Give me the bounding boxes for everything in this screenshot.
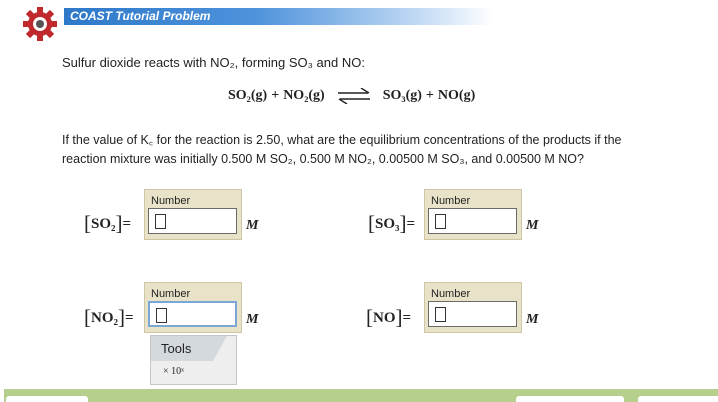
times-ten-button[interactable]: × 10ˣ	[163, 366, 185, 377]
answer-panel-no2	[144, 282, 242, 333]
problem-intro: Sulfur dioxide reacts with NO₂, forming SO₃ and NO:	[62, 55, 365, 70]
page-title: COAST Tutorial Problem	[70, 9, 211, 23]
tools-tab[interactable]	[151, 336, 213, 361]
concentration-label-so2: [SO₂]=	[84, 211, 132, 235]
text-cursor	[155, 214, 166, 229]
number-label: Number	[431, 288, 471, 300]
number-label: Number	[151, 195, 191, 207]
text-cursor	[435, 214, 446, 229]
species-label: NO	[373, 310, 396, 326]
concentration-label-no2: [NO₂]=	[84, 305, 134, 329]
unit-label: M	[526, 312, 539, 327]
gear-icon	[22, 6, 58, 42]
answer-panel-so2	[144, 189, 242, 240]
footer-tab-far-right[interactable]	[638, 396, 718, 402]
equilibrium-arrows-icon	[337, 88, 371, 104]
no2-number-input[interactable]	[148, 301, 237, 327]
no-number-input[interactable]	[428, 301, 517, 327]
concentration-label-no: [NO]=	[366, 305, 412, 329]
problem-question: If the value of K꜀ for the reaction is 2.50, what are the equilibrium concentrations of the products if the reaction mixture was initially 0.500 M SO₂, 0.500 M NO₂, 0.00500 M SO₃, and 0.00500 M NO?	[62, 133, 622, 166]
text-cursor	[156, 308, 167, 323]
text-cursor	[435, 307, 446, 322]
equation-reactant-so2: SO₂(g)	[228, 88, 268, 103]
unit-label: M	[526, 218, 539, 233]
so3-number-input[interactable]	[428, 208, 517, 234]
species-label: SO₂	[91, 216, 116, 232]
footer-tab-right[interactable]	[516, 396, 624, 402]
chemical-equation	[228, 88, 475, 104]
species-label: SO₃	[375, 216, 400, 232]
unit-label: M	[246, 312, 259, 327]
answer-panel-so3	[424, 189, 522, 240]
equation-plus: +	[425, 88, 434, 103]
footer-tab-left[interactable]	[6, 396, 88, 402]
equation-product-no: NO(g)	[437, 88, 476, 103]
tools-popup	[150, 335, 237, 385]
concentration-label-so3: [SO₃]=	[368, 211, 416, 235]
equation-reactant-no2: NO₂(g)	[283, 88, 325, 103]
unit-label: M	[246, 218, 259, 233]
number-label: Number	[431, 195, 471, 207]
answer-panel-no	[424, 282, 522, 333]
number-label: Number	[151, 288, 191, 300]
so2-number-input[interactable]	[148, 208, 237, 234]
equation-product-so3: SO₃(g)	[382, 88, 422, 103]
tools-label: Tools	[161, 341, 192, 356]
header-banner	[64, 8, 494, 25]
equation-plus: +	[271, 88, 280, 103]
species-label: NO₂	[91, 310, 118, 326]
